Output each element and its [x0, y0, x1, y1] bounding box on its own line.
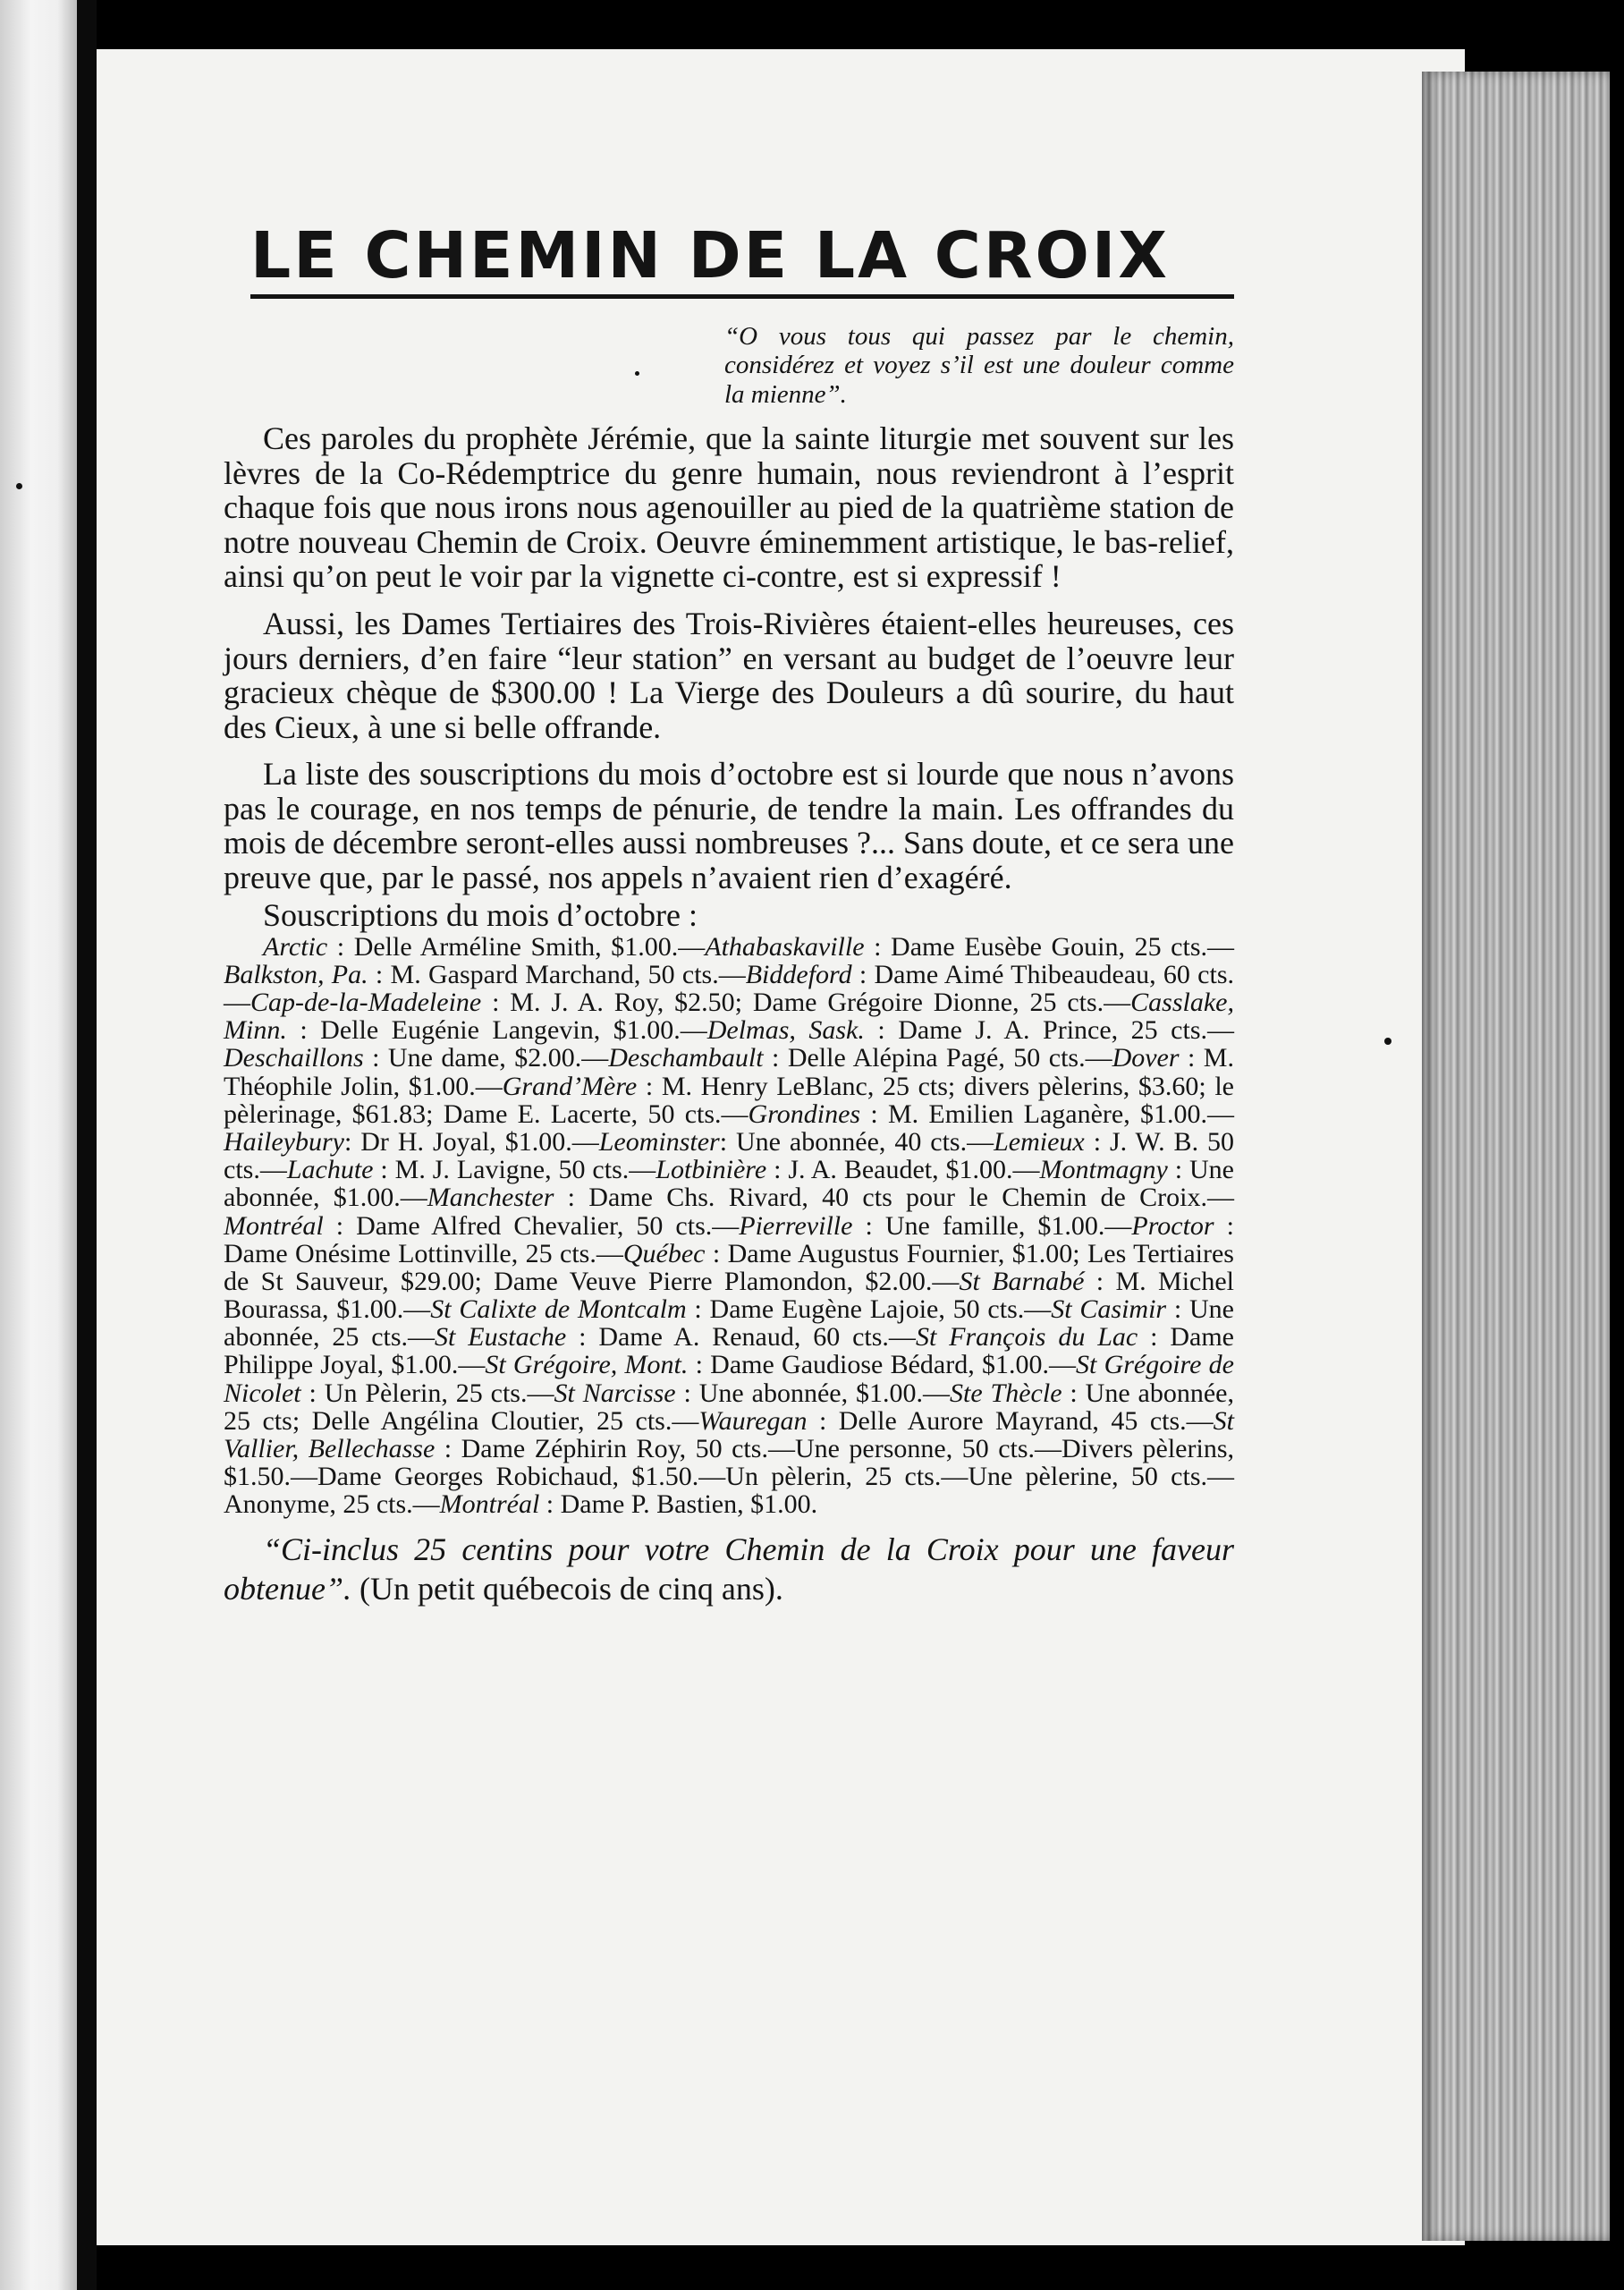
- page-edges: [1422, 72, 1610, 2241]
- subscription-place: Casslake, Minn.: [224, 988, 1234, 1046]
- subscription-detail: : Delle Alépina Pagé, 50 cts.—: [763, 1043, 1112, 1073]
- speck: [16, 483, 22, 489]
- subscription-place: Lotbinière: [656, 1155, 767, 1185]
- subscription-detail: : Dr H. Joyal, $1.00.—: [343, 1126, 599, 1157]
- subscription-detail: : Une abonnée, $1.00.—: [675, 1378, 950, 1408]
- subscription-place: St Calixte de Montcalm: [430, 1294, 687, 1325]
- epigraph: “O vous tous qui passez par le chemin, considérez et voyez s’il est une douleur comme la mienne”.: [724, 322, 1234, 409]
- subscription-entry: [707, 1015, 1234, 1045]
- subscription-detail: : Dame A. Renaud, 60 cts.—: [566, 1322, 916, 1353]
- subscription-detail: : M. J. Lavigne, 50 cts.—: [373, 1155, 656, 1185]
- left-facing-page: [0, 0, 77, 2290]
- subscription-detail: : M. Théophile Jolin, $1.00.—: [224, 1043, 1234, 1101]
- subscription-entry: [656, 1155, 1039, 1184]
- subscription-detail: : Une famille, $1.00.—: [852, 1210, 1132, 1241]
- subscription-entry: [749, 1099, 1234, 1129]
- paragraph: Aussi, les Dames Tertiaires des Trois-Rivières étaient-elles heureuses, ces jours derniers, d’en faire “leur station” en versant au budget de l’oeuvre leur gracieux chèque de $300.00 ! La Vierge des Douleurs a dû sourire, du haut des Cieux, à une si belle offrande.: [224, 605, 1234, 745]
- subscription-place: Lachute: [286, 1155, 374, 1185]
- subscription-place: Deschaillons: [224, 1043, 364, 1073]
- subscription-entry: [698, 1406, 1213, 1436]
- paragraph: Ces paroles du prophète Jérémie, que la sainte liturgie met souvent sur les lèvres de la Co-Rédemptrice du genre humain, nous reviendront à l’esprit chaque fois que nous irons nous agenouiller au pied de la quatrième station de notre nouveau Chemin de Croix. Oeuvre éminemment artistique, le bas-relief, ainsi qu’on peut le voir par la vignette ci-contre, est si expressif !: [224, 420, 1234, 595]
- subscription-place: Grondines: [748, 1098, 861, 1129]
- subscription-place: Balkston, Pa.: [224, 959, 368, 989]
- subscription-place: St Grégoire, Mont.: [485, 1350, 689, 1380]
- subscription-detail: : Dame Chs. Rivard, 40 cts pour le Chemin de Croix.—: [554, 1183, 1234, 1213]
- subscription-place: Leominster: [598, 1126, 720, 1157]
- subscription-entry: [224, 1127, 599, 1157]
- subscription-place: Proctor: [1131, 1210, 1214, 1241]
- subscription-place: Delmas, Sask.: [706, 1015, 865, 1046]
- subscription-place: St Grégoire de Nicolet: [224, 1350, 1234, 1408]
- closing-note: (Un petit québecois de cinq ans).: [351, 1571, 783, 1607]
- subscription-entry: [287, 1155, 656, 1184]
- subscription-place: Lemieux: [994, 1126, 1085, 1157]
- subscription-detail: : M. Gaspard Marchand, 50 cts.—: [368, 959, 746, 989]
- subscription-entry: [485, 1350, 1076, 1379]
- subscription-place: Arctic: [263, 931, 328, 962]
- subscription-detail: : Dame Eugène Lajoie, 50 cts.—: [686, 1294, 1052, 1325]
- subscription-entry: [554, 1378, 950, 1408]
- subscription-detail: : M. Henry LeBlanc, 25 cts; divers pèlerins, $3.60; le pèlerinage, $61.83; Dame E. Lacerte, 50 cts.—: [224, 1071, 1234, 1129]
- subscription-detail: : Une abonnée, 40 cts.—: [719, 1126, 994, 1157]
- subscription-place: Montréal: [439, 1489, 540, 1520]
- subscription-entry: [427, 1183, 1234, 1212]
- subscription-entry: [224, 960, 746, 989]
- subscription-entry: [224, 1043, 608, 1073]
- subscription-detail: : Dame Gaudiose Bédard, $1.00.—: [688, 1350, 1076, 1380]
- subscriptions-list: [224, 933, 1234, 1519]
- subscription-detail: : M. Michel Bourassa, $1.00.—: [224, 1266, 1234, 1325]
- subscription-place: St François du Lac: [915, 1322, 1138, 1353]
- subscription-place: St Narcisse: [554, 1378, 676, 1408]
- subscription-detail: : Une dame, $2.00.—: [363, 1043, 609, 1073]
- subscriptions-heading: Souscriptions du mois d’octobre :: [263, 897, 698, 934]
- subscription-detail: : J. W. B. 50 cts.—: [224, 1126, 1235, 1185]
- subscription-detail: : Delle Aurore Mayrand, 45 cts.—: [807, 1405, 1214, 1436]
- subscription-detail: : Une abonnée, 25 cts.—: [224, 1294, 1235, 1353]
- subscription-detail: : Une abonnée, 25 cts; Delle Angélina Cloutier, 25 cts.—: [224, 1378, 1234, 1436]
- subscription-place: Haileybury: [224, 1126, 344, 1157]
- subscription-place: Athabaskaville: [705, 931, 865, 962]
- subscription-detail: : Delle Eugénie Langevin, $1.00.—: [286, 1015, 707, 1046]
- subscription-entry: [224, 1211, 739, 1241]
- subscription-detail: : Dame Zéphirin Roy, 50 cts.—Une personne, 50 cts.—Divers pèlerins, $1.50.—Dame Georges Robichaud, $1.50.—Un pèlerin, 25 cts.—Une pèlerine, 50 cts.—Anonyme, 25 cts.—: [224, 1434, 1234, 1520]
- subscription-detail: : Un Pèlerin, 25 cts.—: [300, 1378, 554, 1408]
- article: [224, 218, 1235, 1609]
- subscription-detail: : Une abonnée, $1.00.—: [224, 1155, 1234, 1213]
- subscription-place: St Barnabé: [959, 1266, 1085, 1296]
- subscription-detail: : Dame Onésime Lottinville, 25 cts.—: [224, 1210, 1234, 1268]
- subscription-place: St Vallier, Bellechasse: [224, 1405, 1234, 1463]
- subscription-entry: [263, 932, 705, 962]
- subscription-detail: : M. J. A. Roy, $2.50; Dame Grégoire Dionne, 25 cts.—: [481, 988, 1131, 1017]
- subscription-place: Grand’Mère: [502, 1071, 638, 1101]
- subscription-entry: [739, 1211, 1131, 1241]
- subscription-place: Montmagny: [1039, 1155, 1168, 1185]
- subscription-entry: [250, 988, 1130, 1017]
- subscription-detail: : Dame P. Bastien, $1.00.: [539, 1489, 818, 1520]
- subscription-place: Montréal: [224, 1210, 324, 1241]
- subscription-entry: [430, 1294, 1051, 1324]
- subscription-place: St Eustache: [435, 1322, 567, 1353]
- subscription-place: Québec: [622, 1238, 706, 1268]
- closing-quote: “Ci-inclus 25 centins pour votre Chemin de la Croix pour une faveur obtenue”.: [224, 1531, 1234, 1607]
- subscription-entry: [435, 1322, 916, 1352]
- subscription-place: St Casimir: [1051, 1294, 1167, 1325]
- subscription-place: Biddeford: [745, 959, 852, 989]
- subscription-place: Deschambault: [608, 1043, 764, 1073]
- subscription-detail: : M. Emilien Laganère, $1.00.—: [860, 1098, 1234, 1129]
- subscription-entry: [608, 1043, 1112, 1073]
- speck: [1384, 1038, 1391, 1045]
- subscription-place: Wauregan: [698, 1405, 808, 1436]
- subscription-place: Manchester: [427, 1183, 554, 1213]
- subscription-detail: : Dame J. A. Prince, 25 cts.—: [864, 1015, 1234, 1046]
- subscription-place: Cap-de-la-Madeleine: [250, 988, 482, 1017]
- subscription-entry: [440, 1489, 817, 1519]
- subscription-entry: [599, 1127, 994, 1157]
- subscription-place: Dover: [1112, 1043, 1180, 1073]
- book-gutter: [77, 0, 97, 2290]
- subscription-detail: : Dame Augustus Fournier, $1.00; Les Tertiaires de St Sauveur, $29.00; Dame Veuve Pierre Plamondon, $2.00.—: [224, 1238, 1234, 1296]
- subscription-detail: : Dame Philippe Joyal, $1.00.—: [224, 1322, 1234, 1380]
- article-title: LE CHEMIN DE LA CROIX: [250, 224, 1234, 299]
- subscription-entry: [705, 932, 1234, 962]
- subscription-place: Ste Thècle: [949, 1378, 1062, 1408]
- subscription-place: Pierreville: [739, 1210, 853, 1241]
- subscription-detail: : Dame Eusèbe Gouin, 25 cts.—: [864, 931, 1234, 962]
- subscription-detail: : J. A. Beaudet, $1.00.—: [766, 1155, 1040, 1185]
- closing-paragraph: [224, 1530, 1234, 1609]
- subscription-detail: : Dame Aimé Thibeaudeau, 60 cts.—: [224, 959, 1234, 1017]
- paragraph: La liste des souscriptions du mois d’octobre est si lourde que nous n’avons pas le courage, en nos temps de pénurie, de tendre la main. Les offrandes du mois de décembre seront-elles aussi nombreuses ?... Sans doute, et ce sera une preuve que, par le passé, nos appels n’avaient rien d’exagéré.: [224, 756, 1234, 895]
- subscription-detail: : Delle Arméline Smith, $1.00.—: [327, 931, 706, 962]
- subscription-detail: : Dame Alfred Chevalier, 50 cts.—: [323, 1210, 740, 1241]
